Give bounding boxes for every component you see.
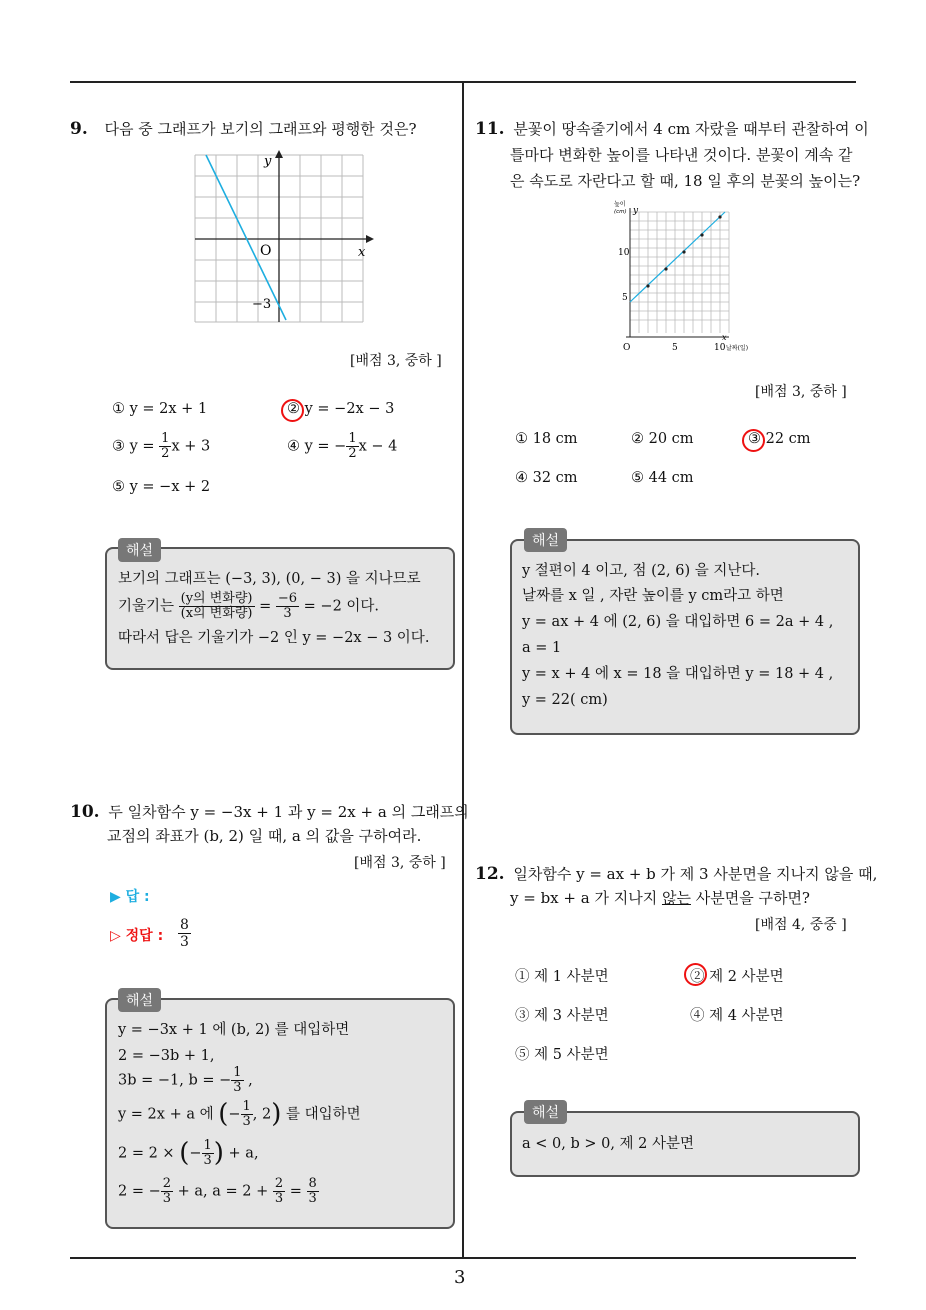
q9-solution-line1: 보기의 그래프는 (−3, 3), (0, − 3) 을 지나므로 bbox=[118, 571, 421, 587]
q11-solution-line5: y = x + 4 에 x = 18 을 대입하면 y = 18 + 4 , bbox=[522, 666, 834, 682]
question-number: 12. bbox=[475, 864, 505, 884]
q10-solution-line3: 3b = −1, b = − $\frac{1}{3}$ , bbox=[118, 1065, 253, 1095]
q9-solution-line3: 따라서 답은 기울기가 −2 인 y = −2x − 3 이다. bbox=[118, 630, 430, 646]
q9-choice-2[interactable]: ② y = −2x − 3 bbox=[287, 401, 395, 417]
bottom-rule bbox=[70, 1257, 856, 1259]
q11-choice-5[interactable]: ⑤ 44 cm bbox=[631, 470, 694, 486]
y-axis-title: 높이 bbox=[614, 201, 626, 208]
q10-solution-line4: y = 2x + a 에 (− $\frac{1}{3}$ , 2) 를 대입하면 bbox=[118, 1099, 361, 1129]
q9-graph bbox=[190, 150, 380, 325]
question-9 bbox=[70, 115, 417, 143]
question-number: 9. bbox=[70, 119, 88, 139]
q12-solution-line1: a < 0, b > 0, 제 2 사분면 bbox=[522, 1136, 695, 1152]
y-axis-label: y bbox=[264, 154, 272, 169]
y-axis-unit: (cm) bbox=[614, 209, 627, 215]
question-text-line2: 틀마다 변화한 높이를 나타낸 것이다. 분꽃이 계속 같 bbox=[510, 146, 853, 164]
xtick-5: 5 bbox=[672, 343, 678, 353]
question-text-line1: 일차함수 y = ax + b 가 제 3 사분면을 지나지 않을 때, bbox=[513, 865, 878, 883]
q9-solution-line2: 기울기는 $\frac{\text{(y의 변화량)}}{\text{(x의 변화량)}}$ = $\frac{-6}{3}$ = −2 이다. bbox=[118, 591, 380, 621]
question-11 bbox=[475, 115, 869, 143]
q11-choice-3[interactable]: ③ 22 cm bbox=[748, 431, 811, 447]
q9-line bbox=[206, 155, 286, 320]
column-divider bbox=[462, 82, 464, 1258]
question-text-line2: y = bx + a 가 지나지 않는 사분면을 구하면? bbox=[510, 889, 810, 907]
solution-tag: 해설 bbox=[524, 528, 567, 552]
q12-choice-1[interactable]: ① 제 1 사분면 bbox=[515, 969, 609, 985]
q12-choice-4[interactable]: ④ 제 4 사분면 bbox=[690, 1008, 784, 1024]
q10-solution-line5: 2 = 2 × (− $\frac{1}{3}$ ) + a, bbox=[118, 1138, 259, 1168]
q9-choice-1[interactable]: ① y = 2x + 1 bbox=[112, 401, 208, 417]
intercept-label: −3 bbox=[252, 297, 272, 312]
q11-solution-line1: y 절편이 4 이고, 점 (2, 6) 을 지난다. bbox=[522, 563, 760, 579]
q11-score: [배점 3, 중하 ] bbox=[755, 384, 847, 400]
x-axis-title: 날짜(일) bbox=[726, 345, 749, 352]
q11-choice-4[interactable]: ④ 32 cm bbox=[515, 470, 578, 486]
q9-choice-5[interactable]: ⑤ y = −x + 2 bbox=[112, 479, 211, 495]
correct-answer-value: $\frac{8}{3}$ bbox=[180, 917, 189, 950]
solution-tag: 해설 bbox=[524, 1100, 567, 1124]
question-text-line2: 교점의 좌표가 (b, 2) 일 때, a 의 값을 구하여라. bbox=[107, 827, 422, 845]
q11-solution-line6: y = 22( cm) bbox=[522, 692, 608, 708]
q12-score: [배점 4, 중중 ] bbox=[755, 917, 847, 933]
question-text-line1: 분꽃이 땅속줄기에서 4 cm 자랐을 때부터 관찰하여 이 bbox=[513, 120, 869, 138]
q11-solution-line4: a = 1 bbox=[522, 640, 562, 656]
x-axis-label: x bbox=[358, 245, 366, 260]
y-axis-label: y bbox=[633, 206, 639, 216]
question-text-line3: 은 속도로 자란다고 할 때, 18 일 후의 분꽃의 높이는? bbox=[510, 172, 861, 190]
question-number: 10. bbox=[70, 802, 100, 822]
q11-solution-line2: 날짜를 x 일 , 자란 높이를 y cm라고 하면 bbox=[522, 588, 784, 604]
q11-solution-line3: y = ax + 4 에 (2, 6) 을 대입하면 6 = 2a + 4 , bbox=[522, 614, 834, 630]
ytick-5: 5 bbox=[622, 293, 628, 303]
q12-choice-2[interactable]: ② 제 2 사분면 bbox=[690, 969, 784, 985]
ytick-10: 10 bbox=[618, 248, 630, 258]
page-number: 3 bbox=[454, 1267, 466, 1288]
origin-label: O bbox=[623, 343, 631, 353]
q9-score: [배점 3, 중하 ] bbox=[350, 353, 442, 369]
q12-choice-3[interactable]: ③ 제 3 사분면 bbox=[515, 1008, 609, 1024]
correct-answer-label: ▷ 정답 : bbox=[110, 928, 164, 944]
q10-solution-line1: y = −3x + 1 에 (b, 2) 를 대입하면 bbox=[118, 1022, 350, 1038]
question-number: 11. bbox=[475, 119, 505, 139]
question-text-line1: 두 일차함수 y = −3x + 1 과 y = 2x + a 의 그래프의 bbox=[108, 803, 469, 821]
solution-tag: 해설 bbox=[118, 538, 161, 562]
question-text: 다음 중 그래프가 보기의 그래프와 평행한 것은? bbox=[104, 120, 417, 138]
q10-score: [배점 3, 중하 ] bbox=[354, 855, 446, 871]
q11-choice-2[interactable]: ② 20 cm bbox=[631, 431, 694, 447]
xtick-10: 10 bbox=[714, 343, 726, 353]
answer-input-label[interactable]: ▶ 답 : bbox=[110, 889, 150, 905]
q10-solution-line2: 2 = −3b + 1, bbox=[118, 1048, 215, 1064]
origin-label: O bbox=[260, 243, 272, 259]
q9-choice-4[interactable]: ④ y = − $\frac{1}{2}$ x − 4 bbox=[287, 431, 398, 461]
solution-tag: 해설 bbox=[118, 988, 161, 1012]
q10-solution-line6: 2 = − $\frac{2}{3}$ + a, a = 2 + $\frac{2}{3}$ = $\frac{8}{3}$ bbox=[118, 1176, 317, 1206]
q11-graph bbox=[608, 198, 768, 356]
x-axis-label: x bbox=[722, 333, 727, 342]
q11-choice-1[interactable]: ① 18 cm bbox=[515, 431, 578, 447]
q9-choice-3[interactable]: ③ y = $\frac{1}{2}$ x + 3 bbox=[112, 431, 211, 461]
q12-choice-5[interactable]: ⑤ 제 5 사분면 bbox=[515, 1047, 609, 1063]
